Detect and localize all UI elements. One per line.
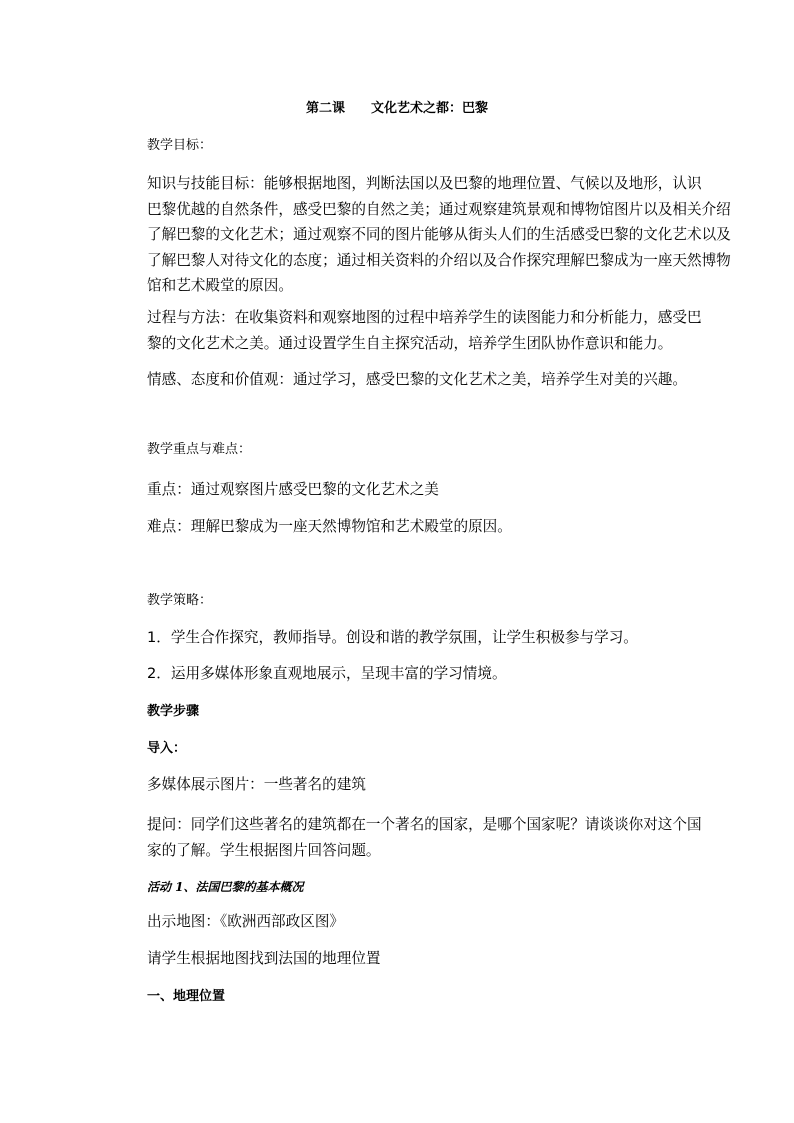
section-one-heading: 一、地理位置 bbox=[147, 989, 226, 1004]
knowledge-paragraph bbox=[147, 171, 731, 299]
intro-heading: 导入： bbox=[147, 741, 187, 756]
question-line: 家的了解。学生根据图片回答问题。 bbox=[147, 841, 381, 859]
knowledge-line: 了解巴黎人对待文化的态度；通过相关资料的介绍以及合作探究理解巴黎成为一座天然博物 bbox=[147, 251, 731, 269]
find-location: 请学生根据地图找到法国的地理位置 bbox=[147, 950, 381, 967]
page-title: 第二课 文化艺术之都：巴黎 bbox=[305, 101, 488, 116]
strategy-item-2: 2．运用多媒体形象直观地展示，呈现丰富的学习情境。 bbox=[147, 665, 507, 682]
question-line: 提问：同学们这些著名的建筑都在一个著名的国家，是哪个国家呢？请谈谈你对这个国 bbox=[147, 816, 702, 833]
activity-heading: 活动 1、法国巴黎的基本概况 bbox=[147, 880, 304, 894]
process-line: 过程与方法：在收集资料和观察地图的过程中培养学生的读图能力和分析能力，感受巴 bbox=[147, 309, 702, 326]
knowledge-line: 了解巴黎的文化艺术；通过观察不同的图片能够从街头人们的生活感受巴黎的文化艺术以及 bbox=[147, 226, 731, 244]
knowledge-line: 知识与技能目标：能够根据地图，判断法国以及巴黎的地理位置、气候以及地形，认识 bbox=[147, 175, 702, 192]
process-line: 黎的文化艺术之美。通过设置学生自主探究活动，培养学生团队协作意识和能力。 bbox=[147, 334, 673, 352]
steps-heading: 教学步骤 bbox=[147, 704, 200, 719]
goals-heading: 教学目标： bbox=[147, 138, 213, 153]
difficult-point: 难点：理解巴黎成为一座天然博物馆和艺术殿堂的原因。 bbox=[147, 518, 512, 535]
knowledge-line: 馆和艺术殿堂的原因。 bbox=[147, 277, 293, 295]
emotion-paragraph: 情感、态度和价值观：通过学习，感受巴黎的文化艺术之美，培养学生对美的兴趣。 bbox=[147, 371, 687, 388]
question-paragraph bbox=[147, 812, 702, 863]
show-map: 出示地图：《欧洲西部政区图》 bbox=[147, 913, 345, 930]
strategy-item-1: 1．学生合作探究，教师指导。创设和谐的教学氛围，让学生积极参与学习。 bbox=[147, 629, 638, 646]
key-heading: 教学重点与难点： bbox=[147, 442, 252, 457]
key-point: 重点：通过观察图片感受巴黎的文化艺术之美 bbox=[147, 481, 439, 498]
knowledge-line: 巴黎优越的自然条件，感受巴黎的自然之美；通过观察建筑景观和博物馆图片以及相关介绍 bbox=[147, 200, 731, 218]
process-paragraph bbox=[147, 305, 702, 356]
strategy-heading: 教学策略： bbox=[147, 593, 213, 608]
intro-media: 多媒体展示图片：一些著名的建筑 bbox=[147, 776, 366, 793]
